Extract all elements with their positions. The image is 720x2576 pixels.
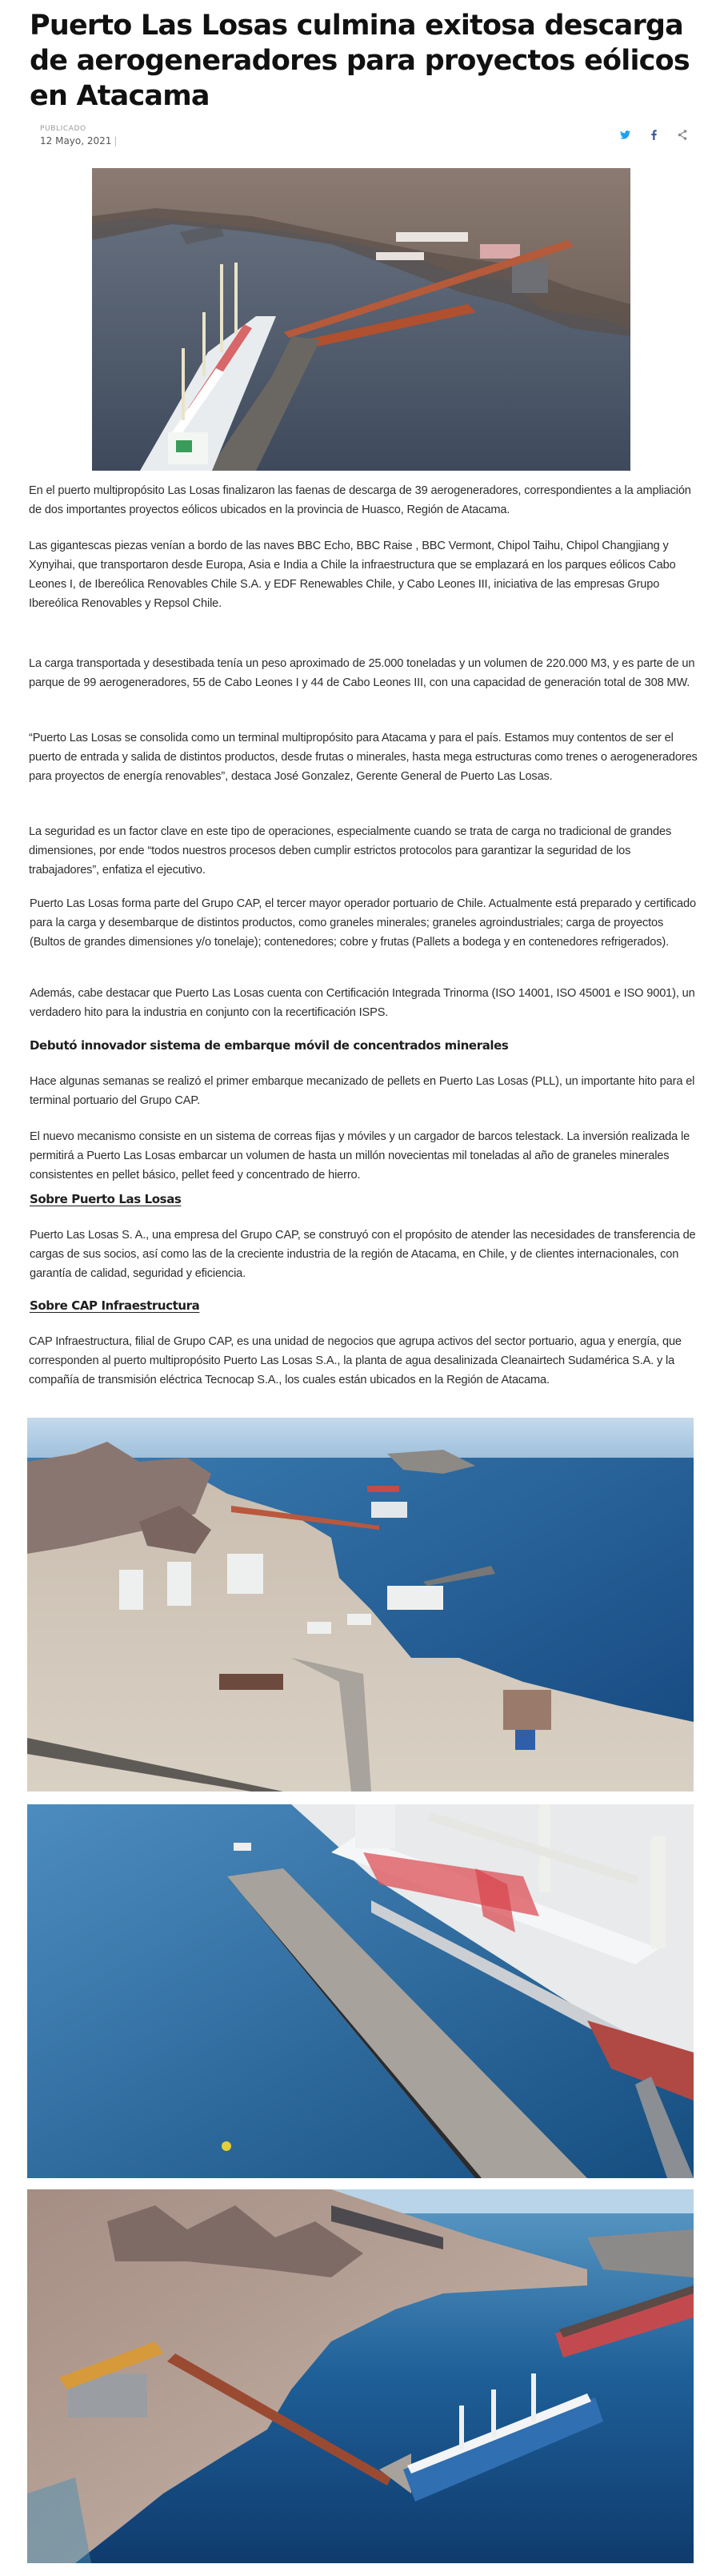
published-label: PUBLICADO xyxy=(40,125,86,133)
paragraph-8: Hace algunas semanas se realizó el primer embarque mecanizado de pellets en Puerto Las Losas (PLL), un importante hito para el terminal portuario del Grupo CAP. xyxy=(30,1075,695,1107)
paragraph-9: El nuevo mecanismo consiste en un sistema de correas fijas y móviles y un cargador de barcos telestack. La inversión realizada le permitirá a Puerto Las Losas embarcar un volumen de hasta un millón novecientas mil toneladas al año de graneles minerales consistentes en pellet básico, pellet feed y concentrado de hierro. xyxy=(30,1130,690,1182)
hero-photo-ship-unloading-blades xyxy=(92,168,630,471)
paragraph-6: Puerto Las Losas forma parte del Grupo CAP, el tercer mayor operador portuario de Chile. Actualmente está preparado y certificado para la carga y desembarque de distintos productos, como graneles minerales; graneles agroindustriales; carga de proyectos (Bultos de grandes dimensiones y/o tonelaje); contenedores; cobre y frutas (Pallets a bodega y en contenedores refrigerados). xyxy=(30,897,696,949)
paragraph-7: Además, cabe destacar que Puerto Las Losas cuenta con Certificación Integrada Trinorma (ISO 14001, ISO 45001 e ISO 9001), un verdadero hito para la industria en conjunto con la recertificación ISPS. xyxy=(30,987,695,1019)
twitter-icon[interactable] xyxy=(619,129,630,140)
heading-about-cap: Sobre CAP Infraestructura xyxy=(30,1298,200,1313)
article-title: Puerto Las Losas culmina exitosa descarga de aerogeneradores para proyectos eólicos en Atacama xyxy=(30,10,690,112)
meta-separator: | xyxy=(114,135,118,146)
paragraph-10: Puerto Las Losas S. A., una empresa del Grupo CAP, se construyó con el propósito de atender las necesidades de transferencia de cargas de sus socios, así como las de la creciente industria de la región de Atacama, en Chile, y de clientes internacionales, con garantía de calidad, seguridad y eficiencia. xyxy=(30,1229,696,1280)
date-text: 12 Mayo, 2021 xyxy=(40,135,112,146)
share-icon[interactable] xyxy=(677,129,688,140)
article-meta xyxy=(40,124,117,148)
heading-debut: Debutó innovador sistema de embarque móvil de concentrados minerales xyxy=(30,1038,509,1053)
heading-about-port: Sobre Puerto Las Losas xyxy=(30,1192,182,1206)
facebook-icon[interactable] xyxy=(648,129,659,140)
published-date xyxy=(40,134,117,148)
photo-pier-ship-blades xyxy=(27,1804,694,2178)
photo-port-aerial-overview xyxy=(27,1418,694,1792)
paragraph-4-quote: “Puerto Las Losas se consolida como un terminal multipropósito para Atacama y para el país. Estamos muy contentos de ser el puerto de entrada y salida de distintos productos, desde frutas o minerales, hasta mega estructuras como trenes o aerogeneradores para proyectos de energía renovables”, destaca José Gonzalez, Gerente General de Puerto Las Losas. xyxy=(29,732,698,783)
share-bar xyxy=(619,129,688,140)
paragraph-11: CAP Infraestructura, filial de Grupo CAP, es una unidad de negocios que agrupa activos del sector portuario, agua y energía, que corresponden al puerto multipropósito Puerto Las Losas S.A., la planta de agua desalinizada Cleanairtech Sudamérica S.A. y la compañía de transmisión eléctrica Tecnocap S.A., los cuales están ubicados en la Región de Atacama. xyxy=(29,1335,682,1386)
paragraph-2: Las gigantescas piezas venían a bordo de las naves BBC Echo, BBC Raise , BBC Vermont, Chipol Taihu, Chipol Changjiang y Xynyihai, que transportaron desde Europa, Asia e India a Chile la infraestructura que se emplazará en los parques eólicos Cabo Leones I, de Ibereólica Renovables Chile S.A. y EDF Renewables Chile, y Cabo Leones III, iniciativa de las empresas Grupo Ibereólica Renovables y Repsol Chile. xyxy=(29,540,676,610)
photo-bay-two-ships xyxy=(27,2189,694,2563)
paragraph-3: La carga transportada y desestibada tenía un peso aproximado de 25.000 toneladas y un volumen de 220.000 M3, y es parte de un parque de 99 aerogeneradores, 55 de Cabo Leones I y 44 de Cabo Leones III, con una capacidad de generación total de 308 MW. xyxy=(29,657,695,689)
paragraph-5: La seguridad es un factor clave en este tipo de operaciones, especialmente cuando se trata de carga no tradicional de grandes dimensiones, por ende “todos nuestros procesos deben cumplir estrictos protocolos para garantizar la seguridad de los trabajadores”, enfatiza el ejecutivo. xyxy=(29,825,672,877)
paragraph-1: En el puerto multipropósito Las Losas finalizaron las faenas de descarga de 39 aerogeneradores, correspondientes a la ampliación de dos importantes proyectos eólicos ubicados en la provincia de Huasco, Región de Atacama. xyxy=(29,484,691,516)
